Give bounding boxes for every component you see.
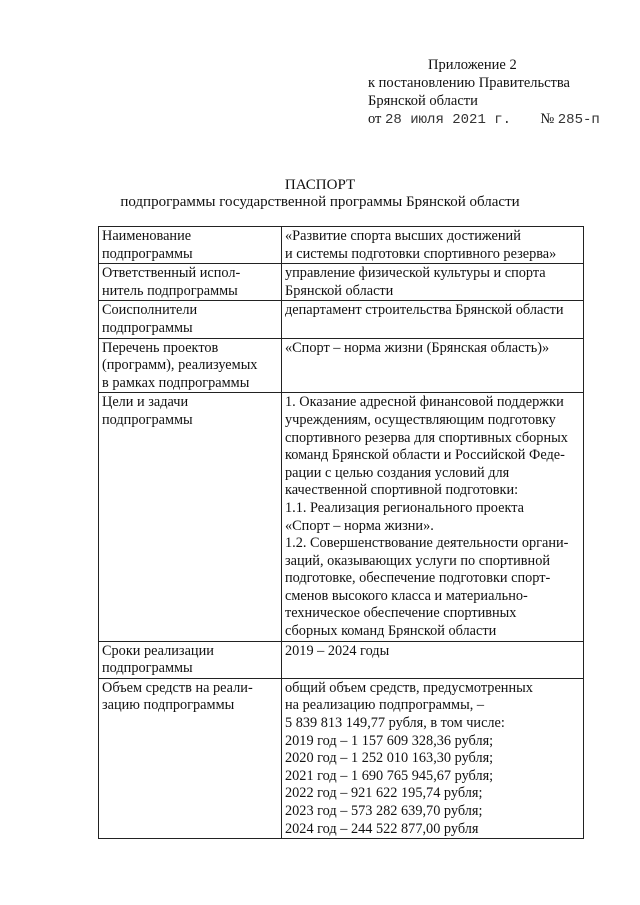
date-prefix: от bbox=[368, 111, 382, 127]
row-label-cell bbox=[99, 641, 282, 678]
row-value-line: 1.1. Реализация регионального проекта bbox=[285, 499, 524, 516]
row-value-line: управление физической культуры и спорта bbox=[285, 265, 546, 282]
row-value-line: сменов высокого класса и материально- bbox=[285, 587, 528, 604]
row-value-line: 2023 год – 573 282 639,70 рубля; bbox=[285, 803, 483, 819]
row-label-line: Цели и задачи bbox=[102, 394, 189, 411]
row-value-line: учреждениям, осуществляющим подготовку bbox=[285, 411, 556, 428]
row-value-cell bbox=[282, 264, 584, 301]
row-value-line: департамент строительства Брянской области bbox=[285, 302, 564, 319]
row-label-line: Перечень проектов bbox=[102, 339, 219, 356]
table-row bbox=[99, 641, 584, 678]
row-label-line: подпрограммы bbox=[102, 319, 193, 336]
row-label-cell bbox=[99, 338, 282, 393]
row-value-cell bbox=[282, 393, 584, 641]
row-value-line: 2024 год – 244 522 877,00 рубля bbox=[285, 820, 479, 837]
row-value-line: техническое обеспечение спортивных bbox=[285, 605, 517, 622]
row-label-line: зацию подпрограммы bbox=[102, 697, 235, 714]
appendix-line-2: Брянской области bbox=[368, 93, 478, 109]
row-label-line: нитель подпрограммы bbox=[102, 282, 238, 299]
table-row bbox=[99, 227, 584, 264]
row-value-line: подготовке, обеспечение подготовки спорт- bbox=[285, 570, 551, 587]
row-label-line: в рамках подпрограммы bbox=[102, 374, 250, 391]
row-label-line: Сроки реализации bbox=[102, 642, 214, 659]
row-value-line: 2021 год – 1 690 765 945,67 рубля; bbox=[285, 767, 494, 784]
row-value-line: и системы подготовки спортивного резерва» bbox=[285, 245, 557, 262]
row-value-line: 1. Оказание адресной финансовой поддержки bbox=[285, 394, 564, 411]
row-value-cell bbox=[282, 678, 584, 838]
row-value-cell bbox=[282, 338, 584, 393]
row-value-line: рации с целью создания условий для bbox=[285, 464, 510, 481]
row-label-cell bbox=[99, 393, 282, 641]
row-value-line: Брянской области bbox=[285, 282, 394, 299]
row-value-line: 1.2. Совершенствование деятельности органи- bbox=[285, 535, 569, 552]
row-label-cell bbox=[99, 678, 282, 838]
table-row bbox=[99, 301, 584, 338]
row-value-line: «Спорт – норма жизни». bbox=[285, 517, 434, 534]
document-subtitle: подпрограммы государственной программы Брянской области bbox=[120, 194, 520, 210]
table-row bbox=[99, 264, 584, 301]
row-value-line: 5 839 813 149,77 рубля, в том числе: bbox=[285, 715, 505, 732]
row-value-line: качественной спортивной подготовки: bbox=[285, 482, 519, 499]
row-label-line: Ответственный испол- bbox=[102, 265, 241, 282]
row-value-line: спортивного резерва для спортивных сборных bbox=[285, 429, 568, 446]
row-label-line: Наименование bbox=[102, 228, 192, 244]
document-title: ПАСПОРТ bbox=[284, 177, 356, 193]
table-row bbox=[99, 678, 584, 838]
number-value: 285-п bbox=[557, 112, 600, 128]
row-value-line: «Развитие спорта высших достижений bbox=[285, 228, 521, 244]
row-value-line: 2019 – 2024 годы bbox=[285, 642, 390, 659]
row-value-line: «Спорт – норма жизни (Брянская область)» bbox=[285, 339, 550, 356]
row-value-line: общий объем средств, предусмотренных bbox=[285, 679, 533, 696]
row-value-cell bbox=[282, 301, 584, 338]
appendix-date-line bbox=[368, 110, 600, 129]
appendix-header bbox=[368, 56, 600, 129]
date-value: 28 июля 2021 г. bbox=[385, 112, 512, 128]
row-value-line: 2022 год – 921 622 195,74 рубля; bbox=[285, 785, 483, 802]
row-value-line: на реализацию подпрограммы, – bbox=[285, 697, 485, 714]
row-value-cell bbox=[282, 641, 584, 678]
row-value-line: заций, оказывающих услуги по спортивной bbox=[285, 552, 550, 569]
row-value-line: сборных команд Брянской области bbox=[285, 623, 497, 640]
row-label-cell bbox=[99, 301, 282, 338]
appendix-line-1: к постановлению Правительства bbox=[368, 75, 570, 91]
row-value-line: 2020 год – 1 252 010 163,30 рубля; bbox=[285, 750, 494, 767]
row-label-line: Соисполнители bbox=[102, 302, 198, 319]
row-value-cell bbox=[282, 227, 584, 264]
row-value-line: 2019 год – 1 157 609 328,36 рубля; bbox=[285, 732, 494, 749]
row-label-line: подпрограммы bbox=[102, 411, 193, 428]
passport-table bbox=[98, 226, 584, 839]
row-value-line: команд Брянской области и Российской Феде- bbox=[285, 447, 565, 464]
row-label-line: подпрограммы bbox=[102, 660, 193, 677]
table-row bbox=[99, 338, 584, 393]
row-label-line: Объем средств на реали- bbox=[102, 679, 253, 696]
row-label-line: подпрограммы bbox=[102, 245, 193, 262]
passport-table-body bbox=[99, 227, 584, 839]
appendix-title: Приложение 2 bbox=[428, 57, 517, 73]
row-label-cell bbox=[99, 264, 282, 301]
table-row bbox=[99, 393, 584, 641]
row-label-line: (программ), реализуемых bbox=[102, 357, 258, 374]
number-prefix: № bbox=[540, 111, 555, 127]
row-label-cell bbox=[99, 227, 282, 264]
